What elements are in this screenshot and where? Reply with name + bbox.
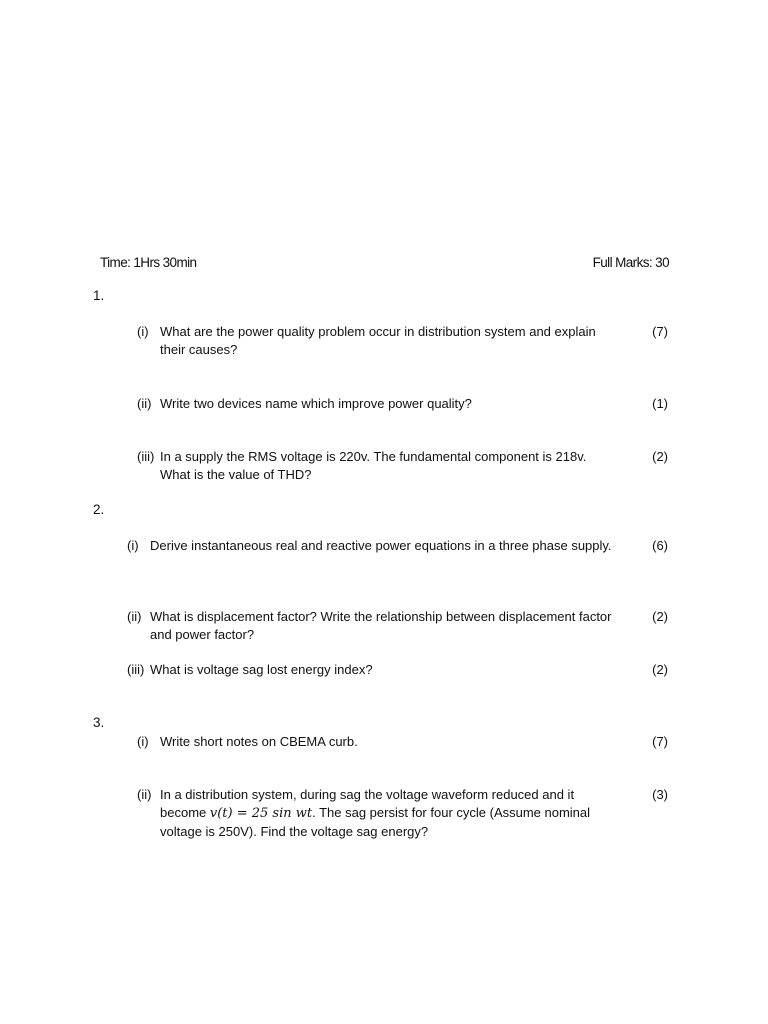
question-2-part-i-marks: (6) — [652, 538, 668, 553]
part-text: Write two devices name which improve power quality? — [160, 396, 472, 411]
question-2-number: 2. — [93, 502, 105, 517]
question-3-part-i-marks: (7) — [652, 734, 668, 749]
part-text-after: . The sag persist for four cycle (Assume nominal voltage is 250V). Find the voltage sag energy? — [160, 805, 591, 839]
part-number: (iii) — [137, 449, 155, 464]
part-number: (i) — [127, 538, 139, 553]
part-text: Write short notes on CBEMA curb. — [160, 734, 358, 749]
part-text: In a supply the RMS voltage is 220v. The fundamental component is 218v. What is the value of THD? — [160, 449, 587, 482]
question-1-part-i-marks: (7) — [652, 324, 668, 339]
voltage-equation: v(t) = 25 sin wt — [209, 806, 313, 821]
part-text — [160, 786, 620, 841]
part-text: Derive instantaneous real and reactive power equations in a three phase supply. — [150, 538, 612, 553]
part-number: (i) — [137, 734, 149, 749]
part-text: What is voltage sag lost energy index? — [150, 662, 373, 677]
question-1-part-iii-marks: (2) — [652, 449, 668, 464]
part-number: (i) — [137, 324, 149, 339]
exam-time: Time: 1Hrs 30min — [100, 255, 197, 270]
question-2-part-iii-marks: (2) — [652, 662, 668, 677]
part-number: (iii) — [127, 662, 145, 677]
question-1-number: 1. — [93, 288, 105, 303]
question-2-part-ii-marks: (2) — [652, 609, 668, 624]
part-number: (ii) — [137, 787, 152, 802]
part-number: (ii) — [127, 609, 142, 624]
question-3-part-ii-marks: (3) — [652, 787, 668, 802]
question-3-number: 3. — [93, 715, 105, 730]
part-text: What is displacement factor? Write the relationship between displacement factor and power factor? — [150, 609, 612, 642]
part-text: What are the power quality problem occur in distribution system and explain their causes? — [160, 324, 596, 357]
full-marks: Full Marks: 30 — [592, 255, 669, 270]
part-text-before: In a distribution system, during sag the voltage waveform reduced and it become — [160, 787, 575, 820]
question-1-part-ii-marks: (1) — [652, 396, 668, 411]
part-number: (ii) — [137, 396, 152, 411]
